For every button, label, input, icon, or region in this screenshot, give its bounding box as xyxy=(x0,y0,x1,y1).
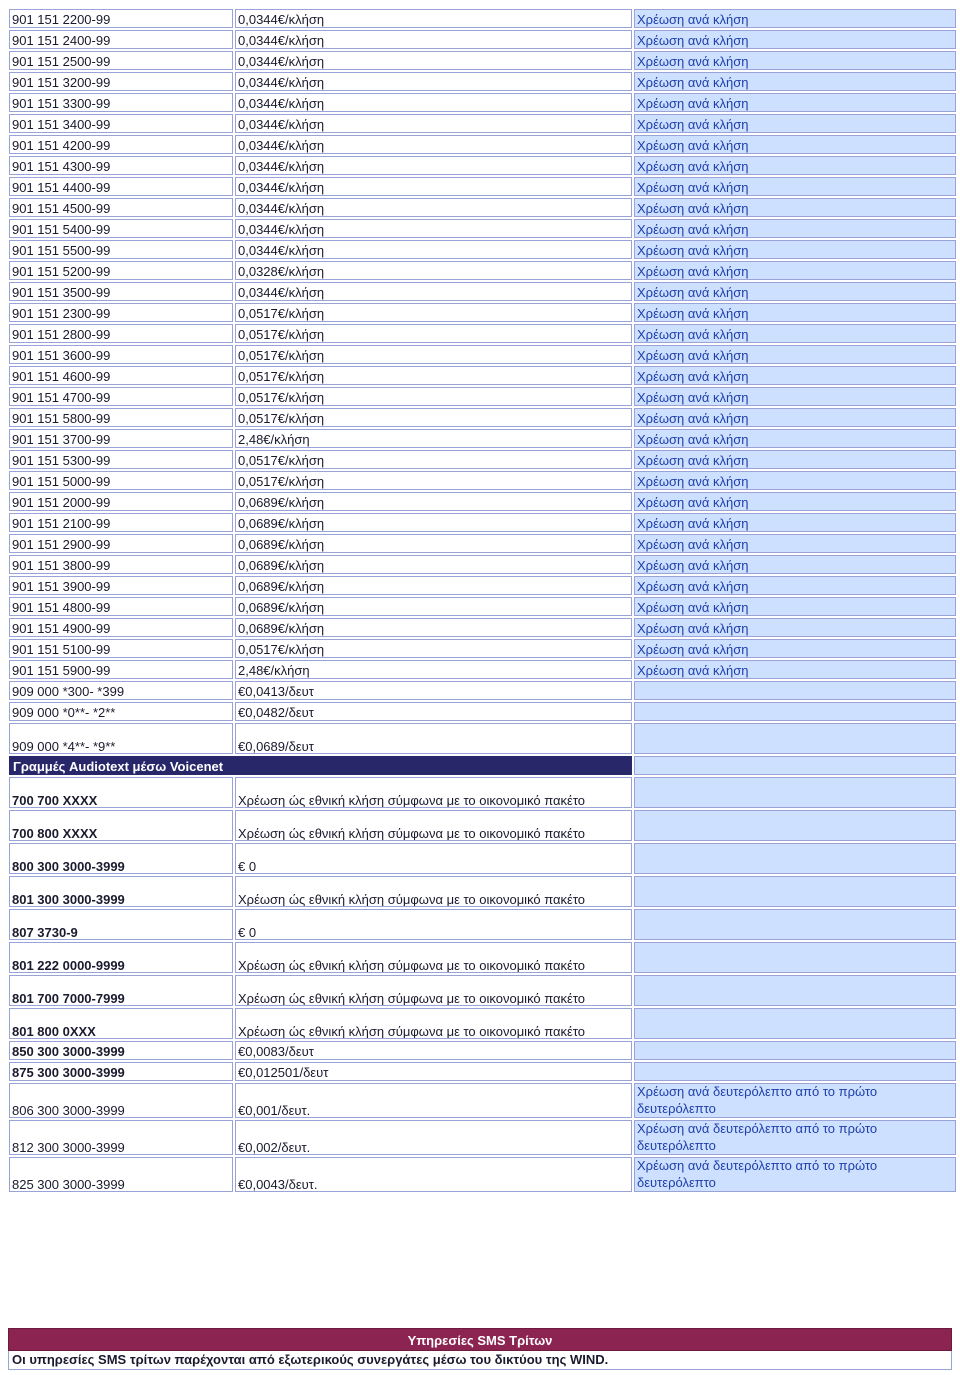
price-cell: 2,48€/κλήση xyxy=(234,659,633,680)
table-row xyxy=(8,134,957,155)
number-cell: 812 300 3000-3999 xyxy=(8,1119,234,1156)
number-cell: 901 151 2900-99 xyxy=(8,533,234,554)
table-row xyxy=(8,776,957,809)
table-row xyxy=(8,428,957,449)
price-cell: 0,0344€/κλήση xyxy=(234,8,633,29)
number-cell: 901 151 4200-99 xyxy=(8,134,234,155)
number-cell: 806 300 3000-3999 xyxy=(8,1082,234,1119)
table-row xyxy=(8,1007,957,1040)
table-row xyxy=(8,755,957,776)
table-row xyxy=(8,323,957,344)
number-cell: 901 151 2100-99 xyxy=(8,512,234,533)
number-cell: 901 151 3800-99 xyxy=(8,554,234,575)
number-cell: 909 000 *0**- *2** xyxy=(8,701,234,722)
table-row xyxy=(8,365,957,386)
charge-cell: Χρέωση ανά κλήση xyxy=(633,428,957,449)
charge-cell: Χρέωση ανά δευτερόλεπτο από το πρώτο δευτερόλεπτο xyxy=(633,1156,957,1193)
table-row xyxy=(8,941,957,974)
charge-cell: Χρέωση ανά κλήση xyxy=(633,533,957,554)
number-cell: 901 151 4900-99 xyxy=(8,617,234,638)
price-cell: 0,0517€/κλήση xyxy=(234,386,633,407)
charge-cell: Χρέωση ανά κλήση xyxy=(633,554,957,575)
charge-cell: Χρέωση ανά κλήση xyxy=(633,323,957,344)
table-row xyxy=(8,197,957,218)
number-cell: 700 700 XXXX xyxy=(8,776,234,809)
charge-cell xyxy=(633,1007,957,1040)
table-row xyxy=(8,71,957,92)
charge-cell xyxy=(633,680,957,701)
charge-cell xyxy=(633,1061,957,1082)
number-cell: 901 151 2500-99 xyxy=(8,50,234,71)
table-row xyxy=(8,281,957,302)
charge-cell: Χρέωση ανά κλήση xyxy=(633,260,957,281)
price-cell: €0,012501/δευτ xyxy=(234,1061,633,1082)
charge-cell: Χρέωση ανά κλήση xyxy=(633,155,957,176)
charge-cell: Χρέωση ανά κλήση xyxy=(633,470,957,491)
charge-cell: Χρέωση ανά κλήση xyxy=(633,596,957,617)
number-cell: 901 151 5100-99 xyxy=(8,638,234,659)
price-cell: 0,0517€/κλήση xyxy=(234,365,633,386)
table-row xyxy=(8,302,957,323)
price-cell: Χρέωση ώς εθνική κλήση σύμφωνα με το οικονομικό πακέτο xyxy=(234,875,633,908)
table-row xyxy=(8,92,957,113)
price-cell: 0,0517€/κλήση xyxy=(234,302,633,323)
price-cell: 0,0344€/κλήση xyxy=(234,176,633,197)
number-cell: 901 151 5500-99 xyxy=(8,239,234,260)
spacer-cell xyxy=(8,1193,957,1209)
charge-cell: Χρέωση ανά κλήση xyxy=(633,239,957,260)
table-row xyxy=(8,533,957,554)
table-row xyxy=(8,1193,957,1209)
price-cell: € 0 xyxy=(234,842,633,875)
price-cell: 0,0689€/κλήση xyxy=(234,491,633,512)
table-row xyxy=(8,260,957,281)
table-row xyxy=(8,1082,957,1119)
price-cell: 0,0689€/κλήση xyxy=(234,533,633,554)
charge-cell: Χρέωση ανά κλήση xyxy=(633,659,957,680)
number-cell: 901 151 2200-99 xyxy=(8,8,234,29)
price-cell: 0,0344€/κλήση xyxy=(234,92,633,113)
number-cell: 700 800 XXXX xyxy=(8,809,234,842)
table-row xyxy=(8,512,957,533)
price-cell: 0,0517€/κλήση xyxy=(234,470,633,491)
table-row xyxy=(8,449,957,470)
price-cell: 0,0344€/κλήση xyxy=(234,71,633,92)
charge-cell xyxy=(633,974,957,1007)
charge-cell: Χρέωση ανά κλήση xyxy=(633,386,957,407)
table-row xyxy=(8,701,957,722)
price-cell: € 0 xyxy=(234,908,633,941)
number-cell: 875 300 3000-3999 xyxy=(8,1061,234,1082)
table-row xyxy=(8,638,957,659)
number-cell: 801 800 0XXX xyxy=(8,1007,234,1040)
table-row xyxy=(8,239,957,260)
charge-cell: Χρέωση ανά κλήση xyxy=(633,302,957,323)
number-cell: 901 151 2000-99 xyxy=(8,491,234,512)
number-cell: 901 151 3500-99 xyxy=(8,281,234,302)
charge-cell xyxy=(633,842,957,875)
price-cell: €0,0413/δευτ xyxy=(234,680,633,701)
price-cell: €0,0482/δευτ xyxy=(234,701,633,722)
charge-cell xyxy=(633,1040,957,1061)
table-row xyxy=(8,596,957,617)
charge-cell xyxy=(633,755,957,776)
charge-cell: Χρέωση ανά δευτερόλεπτο από το πρώτο δευτερόλεπτο xyxy=(633,1119,957,1156)
price-cell: 0,0689€/κλήση xyxy=(234,596,633,617)
charge-cell: Χρέωση ανά κλήση xyxy=(633,575,957,596)
price-cell: €0,001/δευτ. xyxy=(234,1082,633,1119)
charge-cell: Χρέωση ανά κλήση xyxy=(633,218,957,239)
sms-section xyxy=(8,1328,952,1370)
number-cell: 901 151 4700-99 xyxy=(8,386,234,407)
table-row xyxy=(8,407,957,428)
table-row xyxy=(8,8,957,29)
number-cell: 901 151 5400-99 xyxy=(8,218,234,239)
charge-cell: Χρέωση ανά κλήση xyxy=(633,113,957,134)
charge-cell xyxy=(633,908,957,941)
number-cell: 901 151 5000-99 xyxy=(8,470,234,491)
number-cell: 901 151 5900-99 xyxy=(8,659,234,680)
number-cell: 801 300 3000-3999 xyxy=(8,875,234,908)
number-cell: 901 151 3200-99 xyxy=(8,71,234,92)
table-row xyxy=(8,575,957,596)
price-cell: 0,0328€/κλήση xyxy=(234,260,633,281)
number-cell: 901 151 4500-99 xyxy=(8,197,234,218)
table-row xyxy=(8,908,957,941)
number-cell: 901 151 3600-99 xyxy=(8,344,234,365)
table-row xyxy=(8,176,957,197)
table-row xyxy=(8,680,957,701)
price-cell: 0,0517€/κλήση xyxy=(234,323,633,344)
charge-cell: Χρέωση ανά κλήση xyxy=(633,197,957,218)
number-cell: 901 151 3900-99 xyxy=(8,575,234,596)
price-cell: €0,0083/δευτ xyxy=(234,1040,633,1061)
price-cell: 0,0344€/κλήση xyxy=(234,281,633,302)
number-cell: 807 3730-9 xyxy=(8,908,234,941)
number-cell: 901 151 2400-99 xyxy=(8,29,234,50)
number-cell: 801 700 7000-7999 xyxy=(8,974,234,1007)
charge-cell: Χρέωση ανά κλήση xyxy=(633,512,957,533)
table-row xyxy=(8,218,957,239)
charge-cell: Χρέωση ανά κλήση xyxy=(633,638,957,659)
table-row xyxy=(8,113,957,134)
price-cell: 0,0689€/κλήση xyxy=(234,575,633,596)
charge-cell: Χρέωση ανά κλήση xyxy=(633,344,957,365)
charge-cell xyxy=(633,875,957,908)
charge-cell xyxy=(633,941,957,974)
number-cell: 901 151 3400-99 xyxy=(8,113,234,134)
number-cell: 825 300 3000-3999 xyxy=(8,1156,234,1193)
price-cell: 2,48€/κλήση xyxy=(234,428,633,449)
table-row xyxy=(8,875,957,908)
charge-cell xyxy=(633,701,957,722)
price-cell: 0,0344€/κλήση xyxy=(234,29,633,50)
number-cell: 901 151 4400-99 xyxy=(8,176,234,197)
table-row xyxy=(8,1119,957,1156)
table-row xyxy=(8,470,957,491)
number-cell: 901 151 2800-99 xyxy=(8,323,234,344)
charge-cell: Χρέωση ανά κλήση xyxy=(633,407,957,428)
price-cell: 0,0344€/κλήση xyxy=(234,155,633,176)
price-cell: Χρέωση ώς εθνική κλήση σύμφωνα με το οικονομικό πακέτο xyxy=(234,1007,633,1040)
number-cell: 901 151 5200-99 xyxy=(8,260,234,281)
price-cell: 0,0344€/κλήση xyxy=(234,113,633,134)
number-cell: 909 000 *4**- *9** xyxy=(8,722,234,755)
charge-cell: Χρέωση ανά κλήση xyxy=(633,8,957,29)
charge-cell: Χρέωση ανά κλήση xyxy=(633,491,957,512)
table-row xyxy=(8,29,957,50)
table-row xyxy=(8,344,957,365)
number-cell: 909 000 *300- *399 xyxy=(8,680,234,701)
price-cell: 0,0517€/κλήση xyxy=(234,407,633,428)
charge-cell: Χρέωση ανά κλήση xyxy=(633,134,957,155)
price-cell: Χρέωση ώς εθνική κλήση σύμφωνα με το οικονομικό πακέτο xyxy=(234,809,633,842)
charge-cell: Χρέωση ανά κλήση xyxy=(633,365,957,386)
price-cell: 0,0517€/κλήση xyxy=(234,449,633,470)
price-cell: 0,0517€/κλήση xyxy=(234,344,633,365)
table-row xyxy=(8,386,957,407)
table-row xyxy=(8,659,957,680)
price-cell: Χρέωση ώς εθνική κλήση σύμφωνα με το οικονομικό πακέτο xyxy=(234,941,633,974)
charge-cell: Χρέωση ανά κλήση xyxy=(633,176,957,197)
charge-cell: Χρέωση ανά κλήση xyxy=(633,50,957,71)
number-cell: 901 151 2300-99 xyxy=(8,302,234,323)
price-cell: 0,0689€/κλήση xyxy=(234,554,633,575)
number-cell: 901 151 4600-99 xyxy=(8,365,234,386)
charge-cell: Χρέωση ανά κλήση xyxy=(633,281,957,302)
price-cell: 0,0344€/κλήση xyxy=(234,50,633,71)
table-row xyxy=(8,809,957,842)
number-cell: 901 151 4800-99 xyxy=(8,596,234,617)
number-cell: 901 151 3300-99 xyxy=(8,92,234,113)
charge-cell xyxy=(633,722,957,755)
price-cell: 0,0689€/κλήση xyxy=(234,617,633,638)
table-row xyxy=(8,1156,957,1193)
tariff-table xyxy=(7,7,958,1210)
table-row xyxy=(8,974,957,1007)
number-cell: 901 151 5800-99 xyxy=(8,407,234,428)
price-cell: 0,0344€/κλήση xyxy=(234,218,633,239)
charge-cell: Χρέωση ανά κλήση xyxy=(633,617,957,638)
number-cell: 901 151 3700-99 xyxy=(8,428,234,449)
table-row xyxy=(8,1040,957,1061)
charge-cell xyxy=(633,809,957,842)
price-cell: Χρέωση ώς εθνική κλήση σύμφωνα με το οικονομικό πακέτο xyxy=(234,776,633,809)
section-header-voicenet: Γραμμές Audiotext μέσω Voicenet xyxy=(8,755,633,776)
table-row xyxy=(8,50,957,71)
sms-section-title: Υπηρεσίες SMS Τρίτων xyxy=(8,1328,952,1351)
number-cell: 850 300 3000-3999 xyxy=(8,1040,234,1061)
price-cell: 0,0517€/κλήση xyxy=(234,638,633,659)
price-cell: 0,0344€/κλήση xyxy=(234,239,633,260)
table-row xyxy=(8,491,957,512)
charge-cell xyxy=(633,776,957,809)
price-cell: 0,0689€/κλήση xyxy=(234,512,633,533)
charge-cell: Χρέωση ανά κλήση xyxy=(633,71,957,92)
price-cell: Χρέωση ώς εθνική κλήση σύμφωνα με το οικονομικό πακέτο xyxy=(234,974,633,1007)
number-cell: 901 151 4300-99 xyxy=(8,155,234,176)
table-row xyxy=(8,842,957,875)
charge-cell: Χρέωση ανά κλήση xyxy=(633,92,957,113)
table-row xyxy=(8,617,957,638)
table-row xyxy=(8,1061,957,1082)
charge-cell: Χρέωση ανά κλήση xyxy=(633,449,957,470)
charge-cell: Χρέωση ανά κλήση xyxy=(633,29,957,50)
number-cell: 800 300 3000-3999 xyxy=(8,842,234,875)
sms-section-note: Οι υπηρεσίες SMS τρίτων παρέχονται από εξωτερικούς συνεργάτες μέσω του δικτύου της WIND. xyxy=(8,1351,952,1370)
price-cell: €0,0689/δευτ xyxy=(234,722,633,755)
table-row xyxy=(8,554,957,575)
price-cell: 0,0344€/κλήση xyxy=(234,197,633,218)
number-cell: 901 151 5300-99 xyxy=(8,449,234,470)
price-cell: 0,0344€/κλήση xyxy=(234,134,633,155)
table-row xyxy=(8,155,957,176)
table-row xyxy=(8,722,957,755)
charge-cell: Χρέωση ανά δευτερόλεπτο από το πρώτο δευτερόλεπτο xyxy=(633,1082,957,1119)
price-cell: €0,0043/δευτ. xyxy=(234,1156,633,1193)
price-cell: €0,002/δευτ. xyxy=(234,1119,633,1156)
number-cell: 801 222 0000-9999 xyxy=(8,941,234,974)
